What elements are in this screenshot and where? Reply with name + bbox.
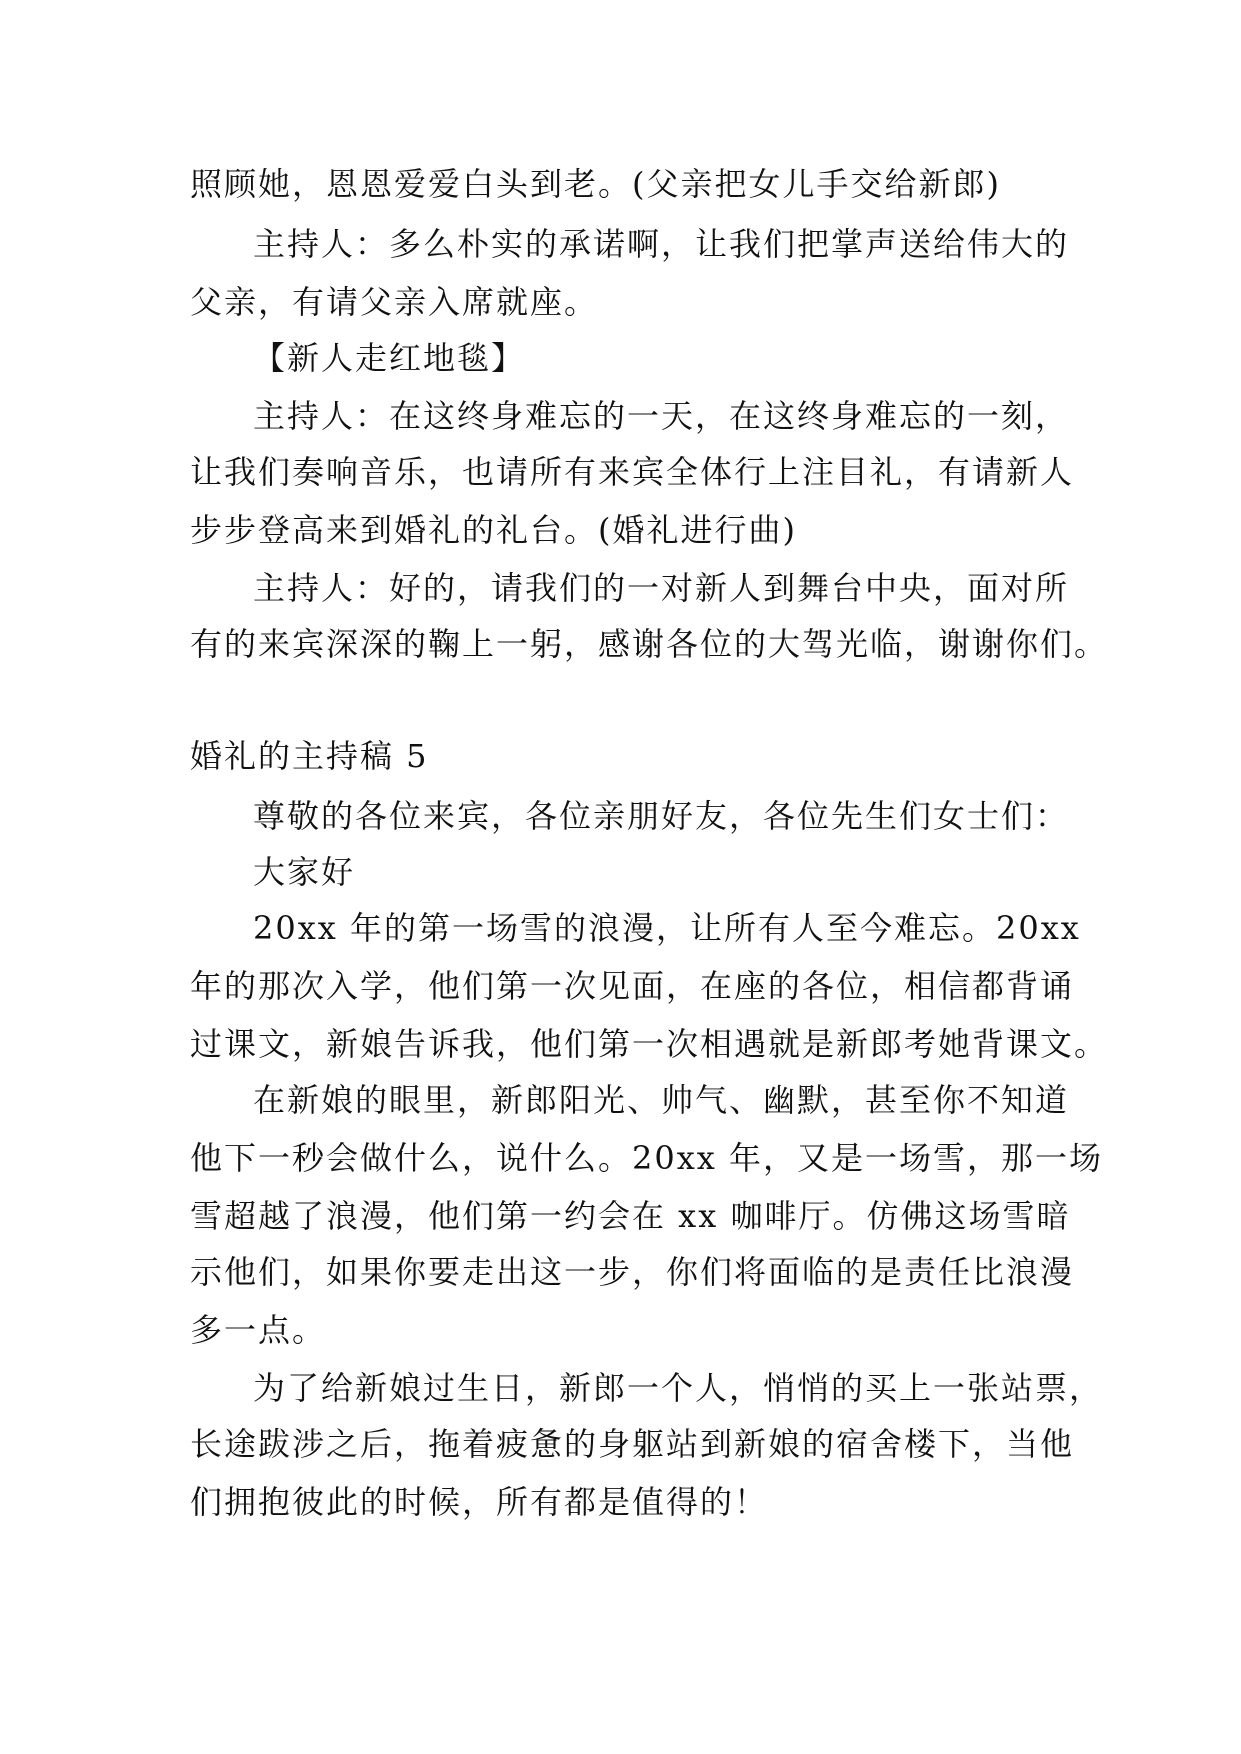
paragraph-line: 为了给新娘过生日，新郎一个人，悄悄的买上一张站票，	[253, 1369, 1104, 1407]
paragraph-line: 年的那次入学，他们第一次见面，在座的各位，相信都背诵	[190, 967, 1075, 1005]
paragraph-line: 过课文，新娘告诉我，他们第一次相遇就是新郎考她背课文。	[190, 1025, 1109, 1063]
paragraph-line: 主持人：多么朴实的承诺啊，让我们把掌声送给伟大的	[253, 225, 1070, 263]
paragraph-line: 长途跋涉之后，拖着疲惫的身躯站到新娘的宿舍楼下，当他	[190, 1425, 1075, 1463]
paragraph-line: 在新娘的眼里，新郎阳光、帅气、幽默，甚至你不知道	[253, 1081, 1070, 1119]
paragraph-line: 尊敬的各位来宾，各位亲朋好友，各位先生们女士们：	[253, 797, 1070, 835]
paragraph-line: 多一点。	[190, 1311, 327, 1349]
paragraph-line: 主持人：好的，请我们的一对新人到舞台中央，面对所	[253, 569, 1070, 607]
paragraph-line: 他下一秒会做什么，说什么。20xx 年，又是一场雪，那一场	[190, 1139, 1103, 1177]
paragraph-line: 雪超越了浪漫，他们第一约会在 xx 咖啡厅。仿佛这场雪暗	[190, 1197, 1071, 1235]
paragraph-line: 步步登高来到婚礼的礼台。(婚礼进行曲)	[190, 511, 797, 549]
paragraph-line: 20xx 年的第一场雪的浪漫，让所有人至今难忘。20xx	[253, 909, 1081, 947]
paragraph-line: 让我们奏响音乐，也请所有来宾全体行上注目礼，有请新人	[190, 453, 1075, 491]
paragraph-line: 主持人：在这终身难忘的一天，在这终身难忘的一刻，	[253, 397, 1070, 435]
paragraph-line: 父亲，有请父亲入席就座。	[190, 283, 599, 321]
paragraph-line: 照顾她，恩恩爱爱白头到老。(父亲把女儿手交给新郎)	[190, 165, 1001, 203]
section-heading: 婚礼的主持稿 5	[190, 737, 429, 775]
paragraph-line: 有的来宾深深的鞠上一躬，感谢各位的大驾光临，谢谢你们。	[190, 625, 1109, 663]
paragraph-line: 大家好	[253, 853, 356, 891]
section-subheading: 【新人走红地毯】	[253, 339, 526, 377]
paragraph-line: 们拥抱彼此的时候，所有都是值得的！	[190, 1483, 769, 1521]
paragraph-line: 示他们，如果你要走出这一步，你们将面临的是责任比浪漫	[190, 1253, 1075, 1291]
